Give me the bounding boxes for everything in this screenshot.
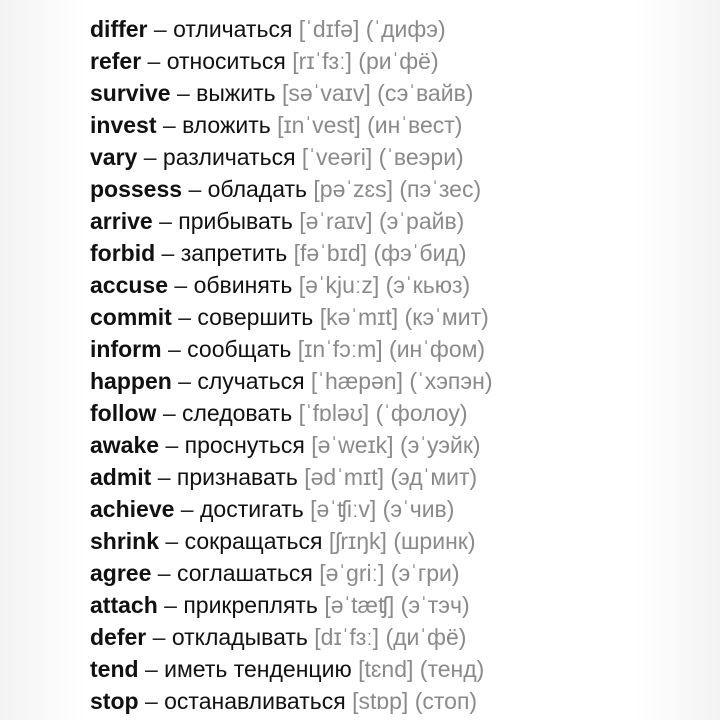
ipa-transcription: [dɪˈfɜː] <box>314 624 380 650</box>
russian-translation: обладать <box>207 176 308 202</box>
ipa-transcription: [əˈweɪk] <box>311 432 394 458</box>
russian-pronunciation: (риˈфё) <box>358 48 439 74</box>
dash-separator: – <box>176 80 190 106</box>
russian-translation: проснуться <box>184 432 305 458</box>
english-word: defer <box>90 624 147 650</box>
ipa-transcription: [ˈveəri] <box>301 144 373 170</box>
ipa-transcription: [ʃrɪŋk] <box>328 528 387 554</box>
russian-pronunciation: (фэˈбид) <box>373 240 467 266</box>
russian-pronunciation: (эˈуэйк) <box>399 432 481 458</box>
english-word: possess <box>90 176 183 202</box>
russian-translation: вложить <box>182 112 271 138</box>
vocab-row <box>90 141 492 173</box>
russian-translation: откладывать <box>171 624 308 650</box>
ipa-transcription: [ˈhæpən] <box>310 368 403 394</box>
dash-separator: – <box>174 272 188 298</box>
russian-translation: достигать <box>199 496 304 522</box>
english-word: inform <box>90 336 162 362</box>
english-word: commit <box>90 304 172 330</box>
russian-pronunciation: (эˈкьюз) <box>385 272 471 298</box>
dash-separator: – <box>165 528 179 554</box>
vocab-row <box>90 269 492 301</box>
dash-separator: – <box>167 336 181 362</box>
english-word: happen <box>90 368 172 394</box>
english-word: awake <box>90 432 160 458</box>
ipa-transcription: [pəˈzɛs] <box>313 176 393 202</box>
english-word: survive <box>90 80 171 106</box>
ipa-transcription: [tɛnd] <box>358 656 414 682</box>
russian-translation: следовать <box>182 400 293 426</box>
vocab-row <box>90 205 492 237</box>
russian-pronunciation: (диˈфё) <box>385 624 467 650</box>
russian-pronunciation: (инˈвест) <box>367 112 463 138</box>
english-word: agree <box>90 560 152 586</box>
russian-translation: различаться <box>162 144 296 170</box>
dash-separator: – <box>161 240 175 266</box>
russian-pronunciation: (ˈфолоу) <box>375 400 468 426</box>
ipa-transcription: [ˈdɪfə] <box>298 16 360 42</box>
russian-pronunciation: (стоп) <box>414 688 478 714</box>
russian-pronunciation: (кэˈмит) <box>404 304 489 330</box>
russian-translation: соглашаться <box>176 560 313 586</box>
english-word: arrive <box>90 208 153 234</box>
ipa-transcription: [ɪnˈfɔːm] <box>297 336 383 362</box>
english-word: refer <box>90 48 142 74</box>
russian-translation: прикреплять <box>183 592 318 618</box>
vocab-row <box>90 301 492 333</box>
english-word: vary <box>90 144 138 170</box>
russian-translation: запретить <box>180 240 288 266</box>
vocab-row <box>90 109 492 141</box>
dash-separator: – <box>178 368 191 394</box>
dash-separator: – <box>152 624 166 650</box>
vocab-row <box>90 13 492 45</box>
russian-translation: сокращаться <box>184 528 323 554</box>
vocab-row <box>90 365 492 397</box>
ipa-transcription: [səˈvaɪv] <box>282 80 371 106</box>
vocab-row <box>90 173 492 205</box>
vocab-row <box>90 493 492 525</box>
english-word: invest <box>90 112 157 138</box>
dash-separator: – <box>153 16 167 42</box>
russian-pronunciation: (эˈрайв) <box>378 208 465 234</box>
vocab-row <box>90 429 492 461</box>
russian-pronunciation: (ˈдифэ) <box>365 16 446 42</box>
russian-translation: обвинять <box>193 272 293 298</box>
russian-pronunciation: (ˈвеэри) <box>378 144 464 170</box>
vocabulary-list <box>90 13 492 717</box>
russian-translation: иметь тенденцию <box>164 656 352 682</box>
russian-pronunciation: (ˈхэпэн) <box>409 368 493 394</box>
russian-translation: выжить <box>196 80 276 106</box>
ipa-transcription: [əˈgriː] <box>319 560 385 586</box>
ipa-transcription: [əˈraɪv] <box>299 208 373 234</box>
vocab-row <box>90 333 492 365</box>
dash-separator: – <box>164 592 177 618</box>
vocab-row <box>90 397 492 429</box>
russian-translation: прибывать <box>178 208 293 234</box>
russian-translation: случаться <box>197 368 305 394</box>
ipa-transcription: [kəˈmɪt] <box>319 304 399 330</box>
vocab-row <box>90 237 492 269</box>
english-word: follow <box>90 400 157 426</box>
english-word: differ <box>90 16 148 42</box>
dash-separator: – <box>157 560 171 586</box>
english-word: shrink <box>90 528 160 554</box>
english-word: achieve <box>90 496 175 522</box>
vocab-row <box>90 621 492 653</box>
russian-translation: сообщать <box>187 336 292 362</box>
russian-translation: совершить <box>197 304 314 330</box>
russian-pronunciation: (эˈчив) <box>382 496 455 522</box>
vocab-row <box>90 461 492 493</box>
dash-separator: – <box>144 656 158 682</box>
dash-separator: – <box>159 208 172 234</box>
ipa-transcription: [əˈkjuːz] <box>298 272 380 298</box>
russian-pronunciation: (эˈгри) <box>390 560 460 586</box>
dash-separator: – <box>143 144 157 170</box>
vocab-row <box>90 525 492 557</box>
dash-separator: – <box>144 688 158 714</box>
vocab-row <box>90 589 492 621</box>
english-word: forbid <box>90 240 156 266</box>
dash-separator: – <box>157 464 171 490</box>
russian-pronunciation: (эˈтэч) <box>400 592 470 618</box>
russian-pronunciation: (тенд) <box>419 656 485 682</box>
russian-pronunciation: (шринк) <box>393 528 476 554</box>
ipa-transcription: [əˈʧiːv] <box>310 496 377 522</box>
english-word: accuse <box>90 272 169 298</box>
dash-separator: – <box>162 400 176 426</box>
english-word: tend <box>90 656 139 682</box>
dash-separator: – <box>165 432 179 458</box>
russian-translation: отличаться <box>173 16 293 42</box>
russian-translation: относиться <box>166 48 286 74</box>
ipa-transcription: [ədˈmɪt] <box>304 464 384 490</box>
ipa-transcription: [stɒp] <box>352 688 409 714</box>
english-word: attach <box>90 592 158 618</box>
russian-pronunciation: (эдˈмит) <box>390 464 478 490</box>
russian-pronunciation: (пэˈзес) <box>399 176 482 202</box>
dash-separator: – <box>178 304 191 330</box>
ipa-transcription: [ɪnˈvest] <box>277 112 361 138</box>
russian-translation: останавливаться <box>164 688 346 714</box>
ipa-transcription: [ˈfɒləʊ] <box>298 400 370 426</box>
vocab-row <box>90 77 492 109</box>
english-word: admit <box>90 464 152 490</box>
dash-separator: – <box>162 112 176 138</box>
ipa-transcription: [fəˈbɪd] <box>293 240 368 266</box>
vocab-row <box>90 653 492 685</box>
vocab-row <box>90 557 492 589</box>
vocab-row <box>90 45 492 77</box>
dash-separator: – <box>147 48 161 74</box>
dash-separator: – <box>188 176 202 202</box>
russian-translation: признавать <box>176 464 298 490</box>
dash-separator: – <box>180 496 194 522</box>
english-word: stop <box>90 688 139 714</box>
russian-pronunciation: (сэˈвайв) <box>377 80 474 106</box>
vocab-row <box>90 685 492 717</box>
russian-pronunciation: (инˈфом) <box>389 336 486 362</box>
ipa-transcription: [əˈtæʧ] <box>324 592 395 618</box>
ipa-transcription: [rɪˈfɜː] <box>292 48 352 74</box>
